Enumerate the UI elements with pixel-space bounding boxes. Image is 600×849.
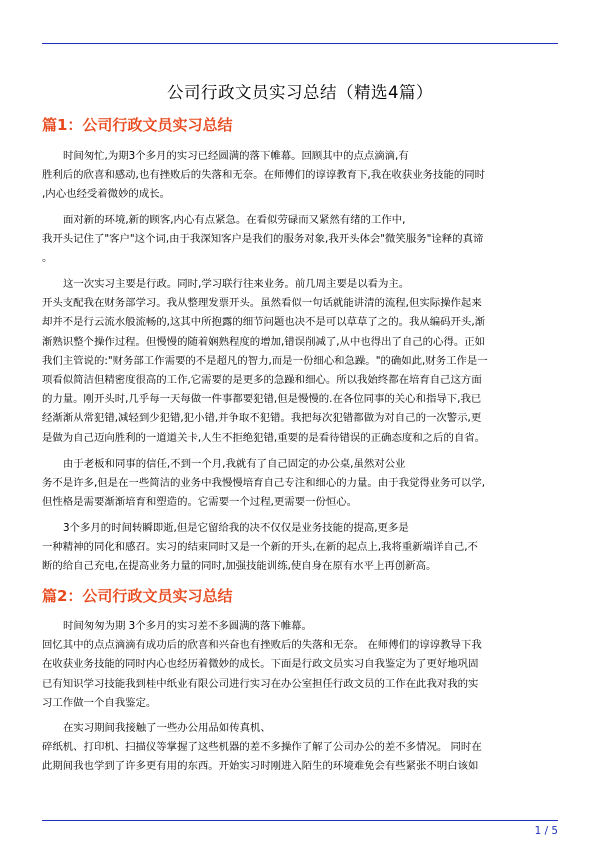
text-line: 习工作做一个自我鉴定。 xyxy=(42,696,157,709)
text-line: 已有知识学习技能我到桂中纸业有限公司进行实习在办公室担任行政文员的工作在此我对我的实 xyxy=(42,677,479,690)
text-line: 是做为自己迈向胜利的一道道关卡,人生不拒绝犯错,重要的是看待错误的正确态度和之后的自省。 xyxy=(42,431,486,444)
footer-rule xyxy=(42,820,558,821)
section-1-paragraph-2 xyxy=(42,211,558,269)
text-line: 在实习期间我接触了一些办公用品如传真机、 xyxy=(63,722,271,734)
section-1-paragraph-5 xyxy=(42,519,558,577)
section-1-heading: 篇1：公司行政文员实习总结 xyxy=(42,116,233,134)
text-line: 经渐渐从常犯错,减轻到少犯错,犯小错,并争取不犯错。我把每次犯错都做为对自己的一次警示,更 xyxy=(42,412,482,425)
text-line: 此期间我也学到了许多更有用的东西。开始实习时刚进入陌生的环境难免会有些紧张不明白该如 xyxy=(42,760,479,773)
text-line: 。 xyxy=(42,252,53,265)
text-line: 的力量。刚开头时,几乎每一天每做一件事都要犯错,但是慢慢的.在各位同事的关心和指导下,我已 xyxy=(42,393,482,406)
text-line: ,内心也经受着微妙的成长。 xyxy=(42,188,170,201)
section-2-paragraph-1 xyxy=(42,617,558,713)
section-2-heading: 篇2：公司行政文员实习总结 xyxy=(42,587,233,605)
text-line: 却并不是行云流水般流畅的,这其中所抱露的细节问题也决不是可以草草了之的。我从编码开头,渐 xyxy=(42,316,486,329)
text-line: 碎纸机、打印机、扫描仪等掌握了这些机器的差不多操作了解了公司办公的差不多情况。 同时在 xyxy=(42,741,482,754)
page-number: 1 / 5 xyxy=(534,825,558,837)
text-line: 项看似简洁但精密度很高的工作,它需要的是更多的急躁和细心。所以我始终都在培育自己这方面 xyxy=(42,374,482,387)
text-line: 3个多月的时间转瞬即逝,但是它留给我的决不仅仅是业务技能的提高,更多是 xyxy=(63,522,409,534)
text-line: 回忆其中的点点滴滴有成功后的欣喜和兴奋也有挫败后的失落和无奈。 在师傅们的谆谆教导下我 xyxy=(42,639,482,652)
section-1-paragraph-3 xyxy=(42,275,558,448)
text-line: 我开头记住了"客户"这个词,由于我深知客户是我们的服务对象,我开头体会"微笑服务"诠释的真谛 xyxy=(42,233,484,246)
text-line: 在收获业务技能的同时内心也经历着微妙的成长。下面是行政文员实习自我鉴定为了更好地巩固 xyxy=(42,658,479,671)
header-rule xyxy=(42,43,558,44)
text-line: 时间匆忙,为期3个多月的实习已经圆满的落下帷幕。回顾其中的点点滴滴,有 xyxy=(63,150,409,162)
text-line: 面对新的环境,新的顾客,内心有点紧急。在看似劳碌而又紧然有绪的工作中, xyxy=(63,214,406,226)
text-line: 渐熟识整个操作过程。但慢慢的随着娴熟程度的增加,错误削减了,从中也得出了自己的心得。正如 xyxy=(42,335,486,348)
text-line: 但性格是需要渐渐培育和塑造的。它需要一个过程,更需要一份恒心。 xyxy=(42,496,358,509)
text-line: 我们主管说的:"财务部工作需要的不是超凡的智力,而是一份细心和急躁。"的确如此,财务工作是一 xyxy=(42,354,488,367)
text-line: 断的给自己充电,在提高业务力量的同时,加强技能训练,使自身在原有水平上再创新高。 xyxy=(42,560,437,573)
section-1-paragraph-4 xyxy=(42,455,558,513)
section-2-paragraph-2 xyxy=(42,719,558,777)
document-title: 公司行政文员实习总结（精选4篇） xyxy=(167,83,433,102)
text-line: 这一次实习主要是行政。同时,学习联行往来业务。前几周主要是以看为主。 xyxy=(63,278,410,290)
text-line: 胜利后的欣喜和感动,也有挫败后的失落和无奈。在师傅们的谆谆教育下,我在收获业务技能的同时 xyxy=(42,169,486,182)
text-line: 时间匆匆为期 3个多月的实习差不多圆满的落下帷幕。 xyxy=(63,620,312,632)
text-line: 务不是许多,但是在一些简洁的业务中我慢慢培育自己专注和细心的力量。由于我觉得业务可以学, xyxy=(42,477,486,490)
text-line: 开头支配我在财务部学习。我从整理发票开头。虽然看似一句话就能讲清的流程,但实际操作起来 xyxy=(42,297,482,310)
section-1-paragraph-1 xyxy=(42,147,558,205)
text-line: 由于老板和同事的信任,不到一个月,我就有了自己固定的办公桌,虽然对公业 xyxy=(63,458,406,470)
text-line: 一种精神的同化和感召。实习的结束同时又是一个新的开头,在新的起点上,我将重新端详自己,不 xyxy=(42,541,478,554)
